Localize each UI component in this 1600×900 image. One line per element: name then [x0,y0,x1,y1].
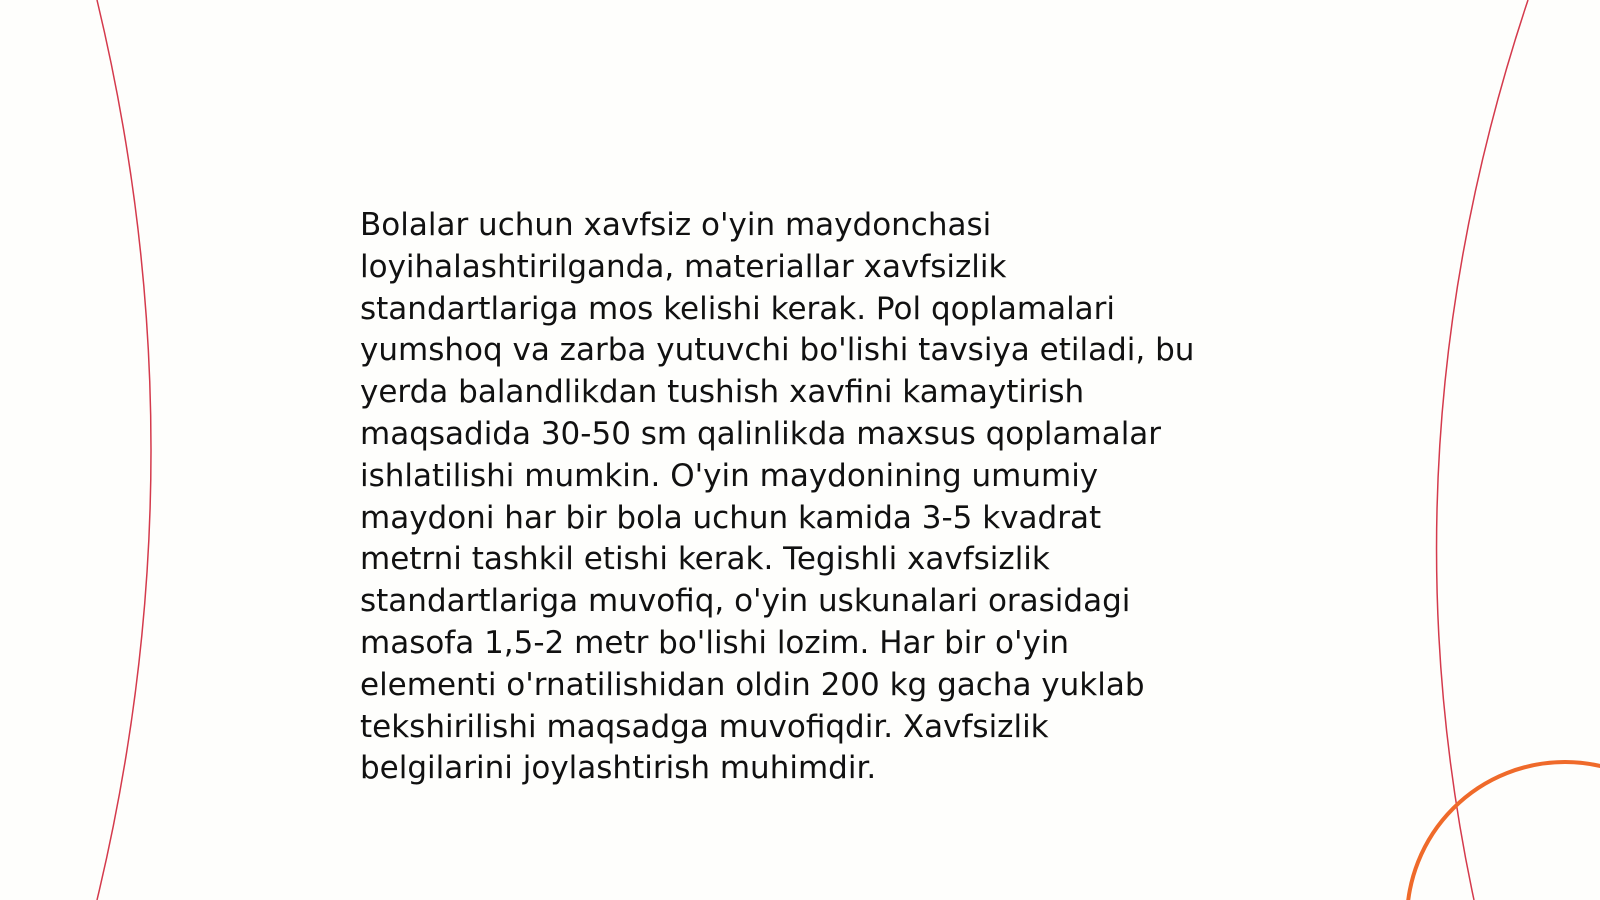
left-curve-line [97,0,151,900]
right-curve-line [1437,0,1528,900]
orange-arc [1407,762,1600,900]
body-paragraph: Bolalar uchun xavfsiz o'yin maydonchasi loyihalashtirilganda, materiallar xavfsizlik standartlariga mos kelishi kerak. Pol qoplamalari yumshoq va zarba yutuvchi bo'lishi tavsiya etiladi, bu yerda balandlikdan tushish xavfini kamaytirish maqsadida 30-50 sm qalinlikda maxsus qoplamalar ishlatilishi mumkin. O'yin maydonining umumiy maydoni har bir bola uchun kamida 3-5 kvadrat metrni tashkil etishi kerak. Tegishli xavfsizlik standartlariga muvofiq, o'yin uskunalari orasidagi masofa 1,5-2 metr bo'lishi lozim. Har bir o'yin elementi o'rnatilishidan oldin 200 kg gacha yuklab tekshirilishi maqsadga muvofiqdir. Xavfsizlik belgilarini joylashtirish muhimdir. [360,207,1195,787]
